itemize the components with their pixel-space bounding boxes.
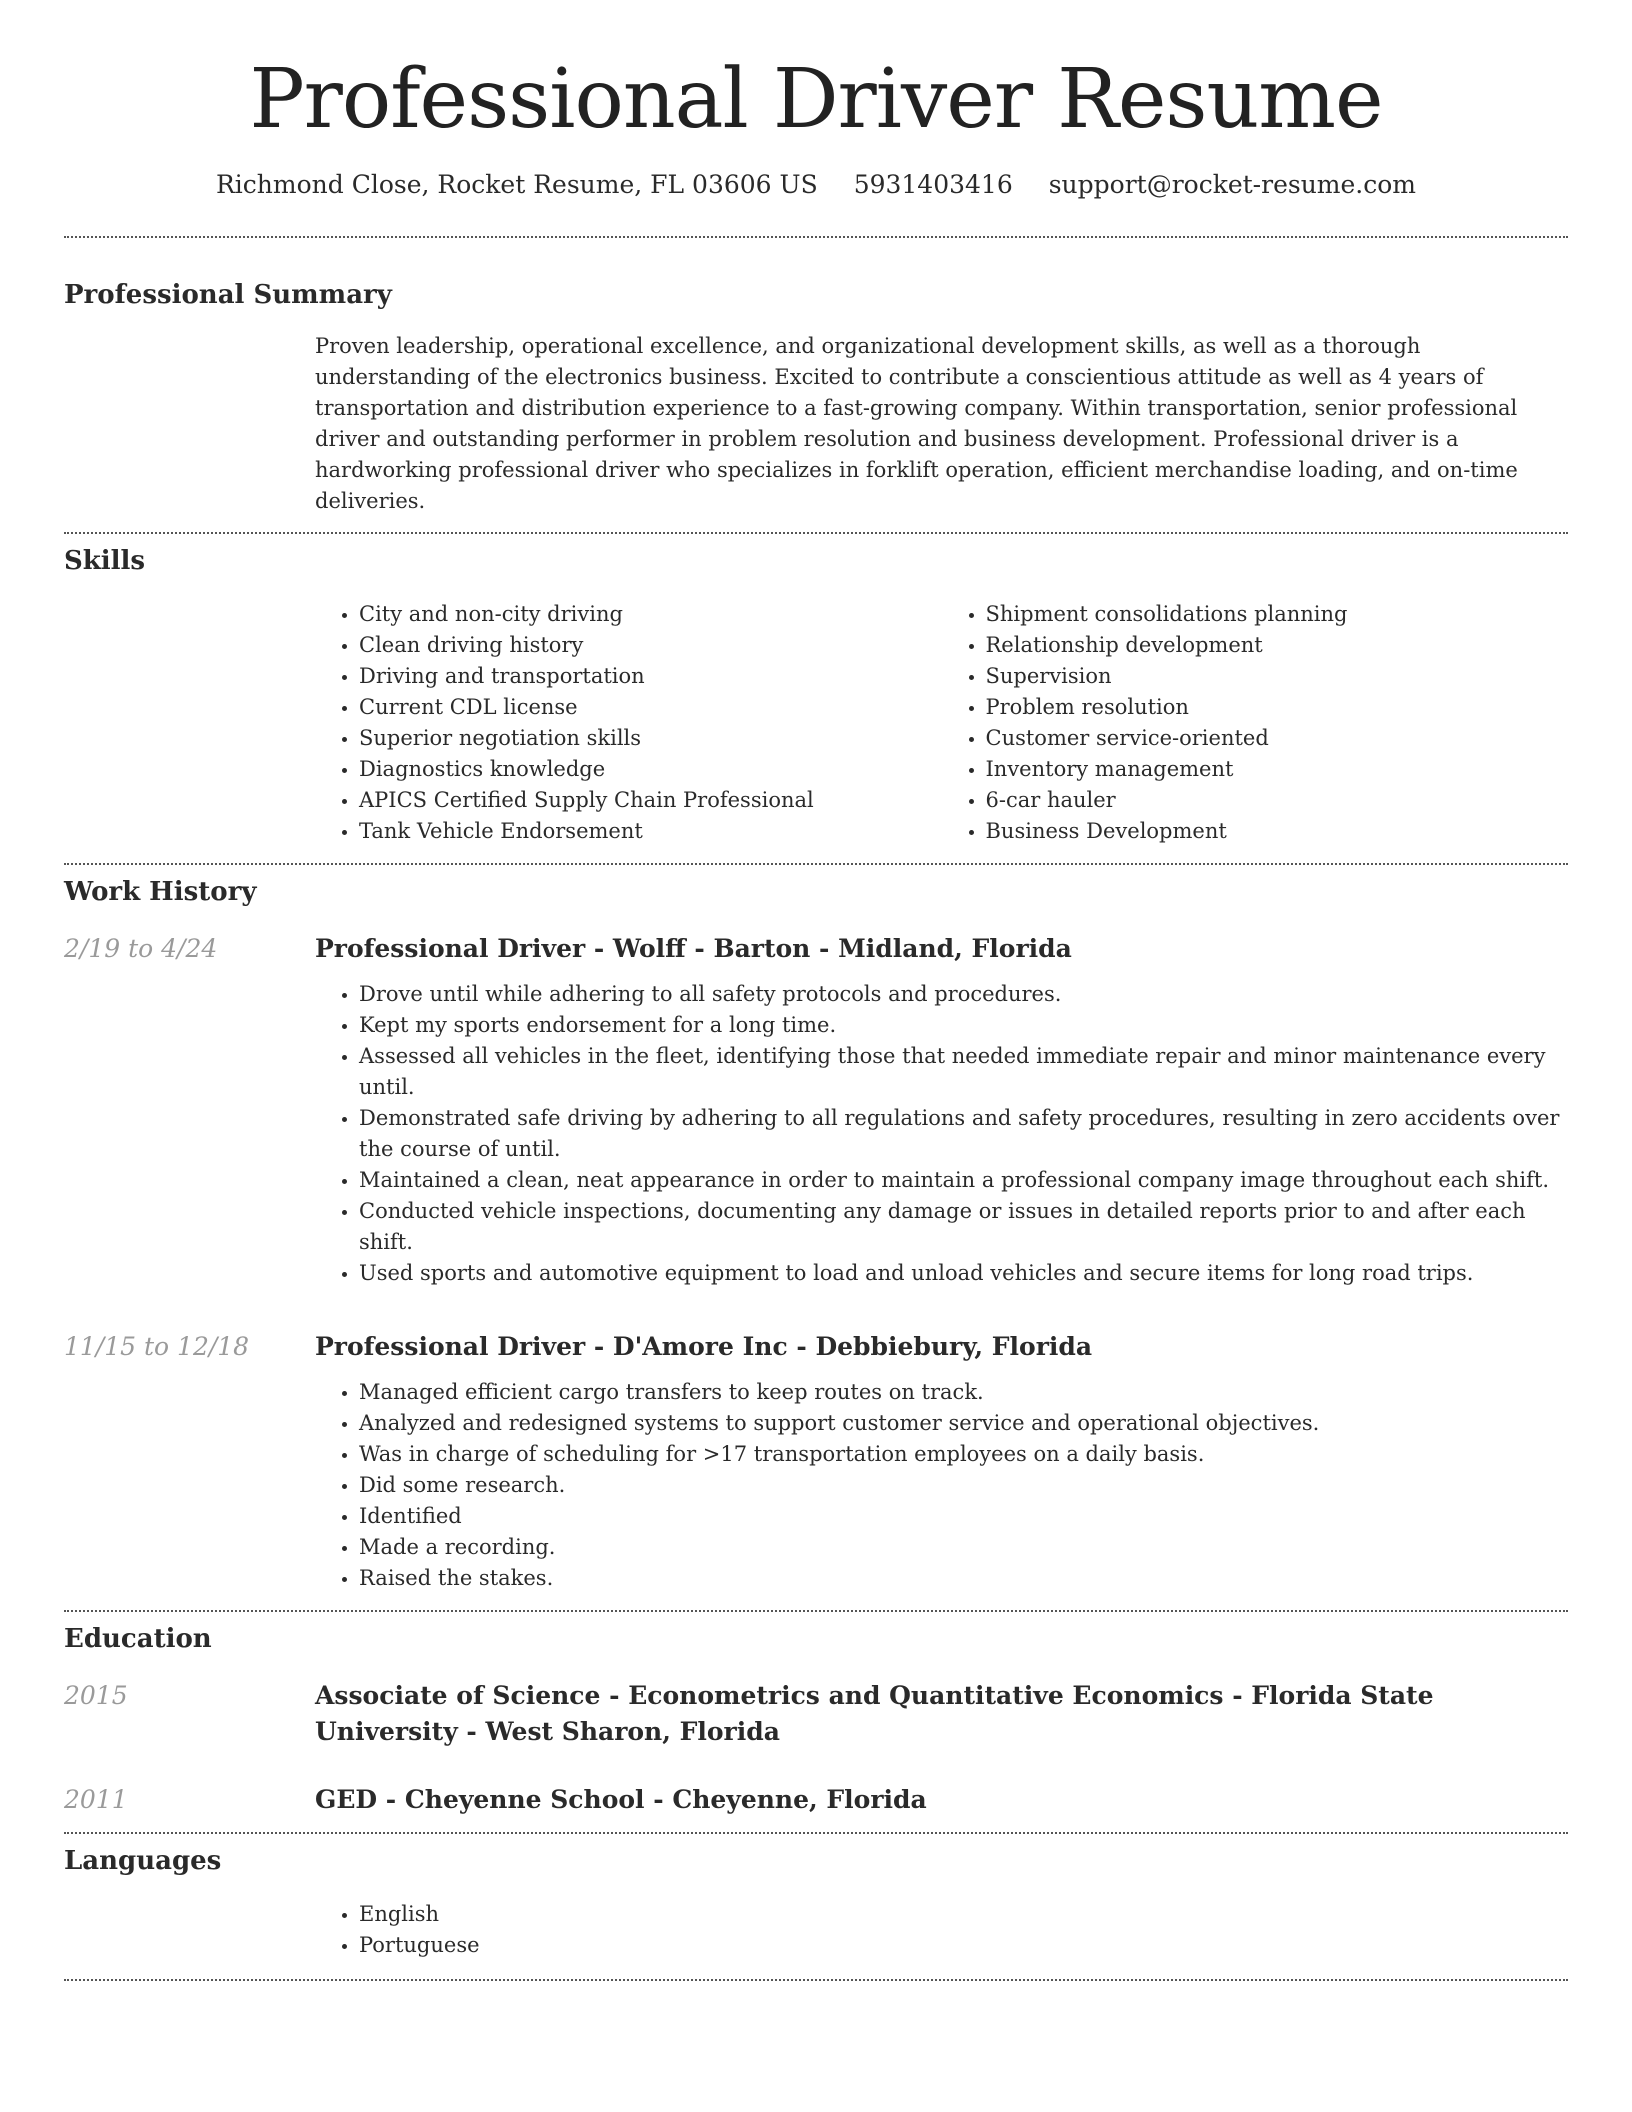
job-bullets (315, 1377, 1568, 1594)
education-section (64, 1612, 1568, 1818)
language-item: • Portuguese (359, 1930, 1568, 1961)
skill-item: • City and non-city driving (359, 599, 942, 630)
skill-item: • Shipment consolidations planning (986, 599, 1569, 630)
divider (64, 1979, 1568, 1981)
section-heading-education: Education (64, 1624, 212, 1654)
skills-list-left (315, 599, 942, 847)
address-text: Richmond Close, Rocket Resume, FL 03606 US (215, 170, 818, 199)
job-entry (64, 1329, 1568, 1594)
job-entry (64, 931, 1568, 1289)
skill-item: • APICS Certified Supply Chain Professional (359, 785, 942, 816)
job-bullet: • Assessed all vehicles in the fleet, identifying those that needed immediate repair and minor maintenance every until. (359, 1041, 1568, 1103)
languages-section (64, 1834, 1568, 1961)
job-bullet: • Used sports and automotive equipment to load and unload vehicles and secure items for long road trips. (359, 1258, 1568, 1289)
skill-item: • Clean driving history (359, 630, 942, 661)
skill-item: • Business Development (986, 816, 1569, 847)
section-heading-summary: Professional Summary (64, 280, 392, 310)
resume-title: Professional Driver Resume (249, 52, 1383, 147)
job-bullet: • Maintained a clean, neat appearance in order to maintain a professional company image throughout each shift. (359, 1165, 1568, 1196)
skill-item: • Customer service-oriented (986, 723, 1569, 754)
job-bullet: • Did some research. (359, 1470, 1568, 1501)
job-bullet: • Managed efficient cargo transfers to keep routes on track. (359, 1377, 1568, 1408)
education-date: 2011 (64, 1785, 128, 1814)
job-bullet: • Drove until while adhering to all safety protocols and procedures. (359, 979, 1568, 1010)
job-bullet: • Raised the stakes. (359, 1563, 1568, 1594)
job-date: 2/19 to 4/24 (64, 934, 218, 963)
job-bullet: • Conducted vehicle inspections, documenting any damage or issues in detailed reports prior to and after each shift. (359, 1196, 1568, 1258)
email-text: support@rocket-resume.com (1048, 170, 1417, 199)
skill-item: • Current CDL license (359, 692, 942, 723)
job-bullet: • Made a recording. (359, 1532, 1568, 1563)
education-date: 2015 (64, 1681, 128, 1710)
skill-item: • Problem resolution (986, 692, 1569, 723)
job-bullet: • Was in charge of scheduling for >17 transportation employees on a daily basis. (359, 1439, 1568, 1470)
section-heading-languages: Languages (64, 1846, 222, 1876)
job-title: Professional Driver - D'Amore Inc - Debbiebury, Florida (315, 1332, 1093, 1361)
languages-list (315, 1899, 1568, 1961)
job-bullet: • Demonstrated safe driving by adhering to all regulations and safety procedures, resulting in zero accidents over the course of until. (359, 1103, 1568, 1165)
contact-line (64, 168, 1568, 202)
job-bullets (315, 979, 1568, 1289)
job-date: 11/15 to 12/18 (64, 1332, 250, 1361)
skill-item: • Inventory management (986, 754, 1569, 785)
job-bullet: • Analyzed and redesigned systems to support customer service and operational objectives. (359, 1408, 1568, 1439)
skill-item: • Tank Vehicle Endorsement (359, 816, 942, 847)
phone-text: 5931403416 (853, 170, 1013, 199)
job-title: Professional Driver - Wolff - Barton - Midland, Florida (315, 934, 1072, 963)
education-title: Associate of Science - Econometrics and Quantitative Economics - Florida State University - West Sharon, Florida (315, 1681, 1434, 1746)
language-item: • English (359, 1899, 1568, 1930)
summary-text: Proven leadership, operational excellence, and organizational development skills, as well as a thorough understanding of the electronics business. Excited to contribute a conscientious attitude as well as 4 years of transportation and distribution experience to a fast-growing company. Within transportation, senior professional driver and outstanding performer in problem resolution and business development. Professional driver is a hardworking professional driver who specializes in forklift operation, efficient merchandise loading, and on-time deliveries. (315, 334, 1518, 513)
summary-section (64, 238, 1568, 517)
skill-item: • 6-car hauler (986, 785, 1569, 816)
skill-item: • Superior negotiation skills (359, 723, 942, 754)
job-bullet: • Kept my sports endorsement for a long time. (359, 1010, 1568, 1041)
skills-list-right (942, 599, 1569, 847)
section-heading-skills: Skills (64, 546, 146, 576)
resume-page (64, 0, 1568, 1981)
education-entry (64, 1782, 1568, 1818)
skill-item: • Diagnostics knowledge (359, 754, 942, 785)
section-heading-work: Work History (64, 877, 257, 907)
skills-section (64, 534, 1568, 847)
work-history-section (64, 865, 1568, 1594)
education-title: GED - Cheyenne School - Cheyenne, Florida (315, 1785, 927, 1814)
skill-item: • Supervision (986, 661, 1569, 692)
skill-item: • Relationship development (986, 630, 1569, 661)
skill-item: • Driving and transportation (359, 661, 942, 692)
job-bullet: • Identified (359, 1501, 1568, 1532)
education-entry (64, 1678, 1568, 1750)
